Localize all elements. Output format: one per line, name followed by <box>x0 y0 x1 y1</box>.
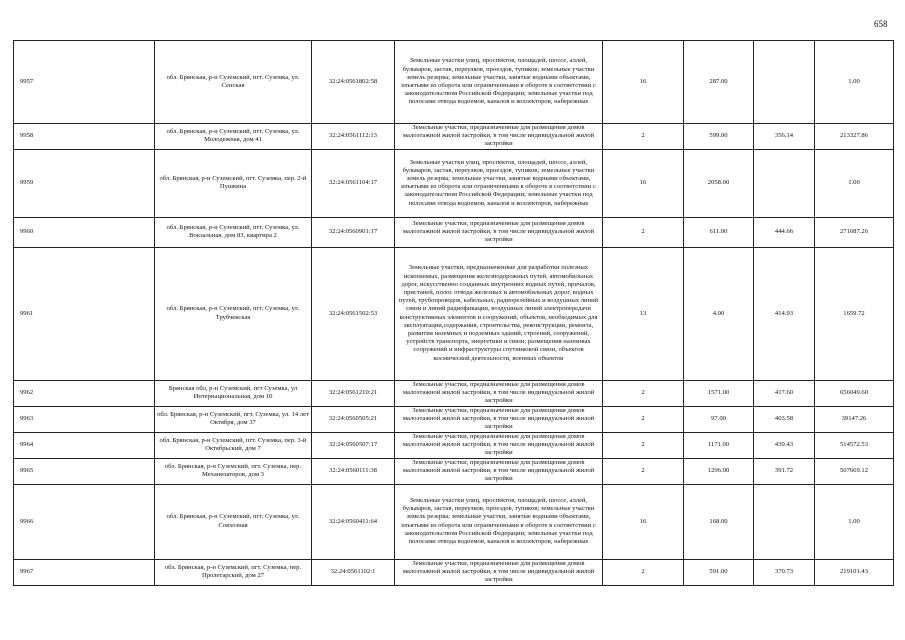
cadastral-value-cell: 507669.12 <box>815 458 894 484</box>
category-code-cell: 2 <box>603 124 684 150</box>
land-use-description-cell: Земельные участки улиц, проспектов, площадей, шоссе, аллей, бульваров, застав, переулков, проездов, тупиков; земельные участки земель резерва; земельные участки, занятые водными объектами, изъятыми из оборота или ограниченными в обороте в соответствии с законодательством Российской Федерации; земельные участки под полосами отвода водоемов, каналов и коллекторов, набережные <box>395 484 603 559</box>
land-use-description-cell: Земельные участки, предназначенные для размещения домов малоэтажной жилой застройки, в том числе индивидуальной жилой застройки <box>395 124 603 150</box>
row-number: 9967 <box>14 559 155 585</box>
category-code-cell: 16 <box>603 484 684 559</box>
row-number: 9958 <box>14 124 155 150</box>
table-row <box>14 406 894 432</box>
category-code-cell: 16 <box>603 41 684 124</box>
land-use-description-cell: Земельные участки, предназначенные для разработки полезных ископаемых, размещения железнодорожных путей, автомобильных дорог, искусственно созданных внутренних водных путей, причалов, пристаней, полос отвода железных и автомобильных дорог, водных путей, трубопроводов, кабельных, радиорелейных и воздушных линий связи и линий радиофикации, воздушных линий электропередачи конструктивных элементов и сооружений, объектов, необходимых для эксплуатации,содержания, строительства, реконструкции, ремонта, развития наземных и подземных зданий, строений, сооружений, устройств транспорта, энергетики и связи; размещения наземных сооружений и инфраструктуры спутниковой связи, объектов космической деятельности, военных объектов <box>395 247 603 380</box>
cadastral-value-cell: 213327.86 <box>815 124 894 150</box>
cadastral-value-cell: 514572.53 <box>815 432 894 458</box>
cadastral-value-cell: 1659.72 <box>815 247 894 380</box>
address-cell: обл. Брянская, р-н Суземский, пгт. Суземка, пер. Пролетарский, дом 27 <box>155 559 312 585</box>
cadastral-number-cell: 32:24:0560411:64 <box>312 484 395 559</box>
unit-value-cell: 444.66 <box>754 217 815 247</box>
unit-value-cell: 417.60 <box>754 380 815 406</box>
table-row <box>14 559 894 585</box>
address-cell: Брянская обл, р-н Суземский, пгт Суземка, ул Интернациональная, дом 10 <box>155 380 312 406</box>
unit-value-cell: 403.58 <box>754 406 815 432</box>
area-cell: 1296.00 <box>684 458 754 484</box>
cadastral-number-cell: 32:24:0560507:17 <box>312 432 395 458</box>
area-cell: 1171.00 <box>684 432 754 458</box>
area-cell: 168.00 <box>684 484 754 559</box>
unit-value-cell <box>754 149 815 217</box>
address-cell: обл. Брянская, р-н Суземский, пгт. Суземка, ул. Совхозная <box>155 484 312 559</box>
row-number: 9961 <box>14 247 155 380</box>
land-use-description-cell: Земельные участки, предназначенные для размещения домов малоэтажной жилой застройки, в том числе индивидуальной жилой застройки <box>395 458 603 484</box>
land-use-description-cell: Земельные участки, предназначенные для размещения домов малоэтажной жилой застройки, в том числе индивидуальной жилой застройки <box>395 432 603 458</box>
category-code-cell: 2 <box>603 217 684 247</box>
row-number: 9963 <box>14 406 155 432</box>
land-use-description-cell: Земельные участки улиц, проспектов, площадей, шоссе, аллей, бульваров, застав, переулков, проездов, тупиков; земельные участки земель резерва; земельные участки, занятые водными объектами, изъятыми из оборота или ограниченными в обороте в соответствии с законодательством Российской Федерации; земельные участки под полосами отвода водоемов, каналов и коллекторов, набережные <box>395 41 603 124</box>
unit-value-cell <box>754 484 815 559</box>
land-use-description-cell: Земельные участки, предназначенные для размещения домов малоэтажной жилой застройки, в том числе индивидуальной жилой застройки <box>395 217 603 247</box>
row-number: 9962 <box>14 380 155 406</box>
row-number: 9957 <box>14 41 155 124</box>
category-code-cell: 16 <box>603 149 684 217</box>
unit-value-cell: 414.93 <box>754 247 815 380</box>
area-cell: 4.00 <box>684 247 754 380</box>
area-cell: 591.00 <box>684 559 754 585</box>
category-code-cell: 2 <box>603 559 684 585</box>
table-row <box>14 458 894 484</box>
category-code-cell: 2 <box>603 380 684 406</box>
address-cell: обл. Брянская, р-н Суземский, пгт. Суземка, ул. 14 лет Октября, дом 37 <box>155 406 312 432</box>
category-code-cell: 2 <box>603 458 684 484</box>
unit-value-cell: 439.43 <box>754 432 815 458</box>
area-cell: 2058.00 <box>684 149 754 217</box>
table-row <box>14 484 894 559</box>
table-row <box>14 247 894 380</box>
cadastral-number-cell: 32:24:0560901:17 <box>312 217 395 247</box>
category-code-cell: 2 <box>603 432 684 458</box>
land-use-description-cell: Земельные участки, предназначенные для размещения домов малоэтажной жилой застройки, в том числе индивидуальной жилой застройки <box>395 380 603 406</box>
row-number: 9959 <box>14 149 155 217</box>
land-use-description-cell: Земельные участки, предназначенные для размещения домов малоэтажной жилой застройки, в том числе индивидуальной жилой застройки <box>395 559 603 585</box>
row-number: 9966 <box>14 484 155 559</box>
cadastral-number-cell: 32:24:0561102:1 <box>312 559 395 585</box>
address-cell: обл. Брянская, р-н Суземский, пгт. Суземка, ул. Вокзальная, дом 83, квартира 2 <box>155 217 312 247</box>
cadastral-value-cell: 1.00 <box>815 149 894 217</box>
cadastral-value-cell: 271687.26 <box>815 217 894 247</box>
area-cell: 1571.00 <box>684 380 754 406</box>
address-cell: обл. Брянская, р-н Суземский, пгт. Суземка, ул. Трубчевская <box>155 247 312 380</box>
table-row <box>14 41 894 124</box>
category-code-cell: 13 <box>603 247 684 380</box>
cadastral-number-cell: 32:24:0561104:17 <box>312 149 395 217</box>
land-use-description-cell: Земельные участки, предназначенные для размещения домов малоэтажной жилой застройки, в том числе индивидуальной жилой застройки <box>395 406 603 432</box>
area-cell: 97.00 <box>684 406 754 432</box>
cadastral-value-cell: 219101.43 <box>815 559 894 585</box>
cadastral-value-table <box>13 40 894 586</box>
category-code-cell: 2 <box>603 406 684 432</box>
unit-value-cell <box>754 41 815 124</box>
cadastral-number-cell: 32:24:0561502:53 <box>312 247 395 380</box>
unit-value-cell: 356.14 <box>754 124 815 150</box>
cadastral-value-cell: 39147.26 <box>815 406 894 432</box>
page-number: 658 <box>874 19 888 29</box>
address-cell: обл. Брянская, р-н Суземский, пгт. Суземка, пер. Механизаторов, дом 3 <box>155 458 312 484</box>
table-row <box>14 217 894 247</box>
table-row <box>14 380 894 406</box>
area-cell: 287.00 <box>684 41 754 124</box>
table-row <box>14 432 894 458</box>
row-number: 9960 <box>14 217 155 247</box>
cadastral-value-cell: 1.00 <box>815 484 894 559</box>
table-row <box>14 149 894 217</box>
row-number: 9964 <box>14 432 155 458</box>
area-cell: 599.00 <box>684 124 754 150</box>
cadastral-value-cell: 1.00 <box>815 41 894 124</box>
land-use-description-cell: Земельные участки улиц, проспектов, площадей, шоссе, аллей, бульваров, застав, переулков, проездов, тупиков; земельные участки земель резерва; земельные участки, занятые водными объектами, изъятыми из оборота или ограниченными в обороте в соответствии с законодательством Российской Федерации; земельные участки под полосами отвода водоемов, каналов и коллекторов, набережные <box>395 149 603 217</box>
address-cell: обл. Брянская, р-н Суземский, пгт. Суземка, ул. Сенская <box>155 41 312 124</box>
cadastral-number-cell: 32:24:0560111:38 <box>312 458 395 484</box>
cadastral-number-cell: 32:24:0561802:58 <box>312 41 395 124</box>
address-cell: обл. Брянская, р-н Суземский, пгт. Суземка, ул. Молодежная, дом 41 <box>155 124 312 150</box>
unit-value-cell: 370.73 <box>754 559 815 585</box>
address-cell: обл. Брянская, р-н Суземский, пгт. Суземка, пер. 2-й Пушкина <box>155 149 312 217</box>
cadastral-value-cell: 656049.60 <box>815 380 894 406</box>
address-cell: обл. Брянская, р-н Суземский, пгт. Суземка, пер. 3-й Октябрьский, дом 7 <box>155 432 312 458</box>
unit-value-cell: 391.72 <box>754 458 815 484</box>
cadastral-number-cell: 32:24:0561112:13 <box>312 124 395 150</box>
row-number: 9965 <box>14 458 155 484</box>
table-row <box>14 124 894 150</box>
cadastral-number-cell: 32:24:0560505:21 <box>312 406 395 432</box>
area-cell: 611.00 <box>684 217 754 247</box>
cadastral-number-cell: 32:24:0561210:21 <box>312 380 395 406</box>
